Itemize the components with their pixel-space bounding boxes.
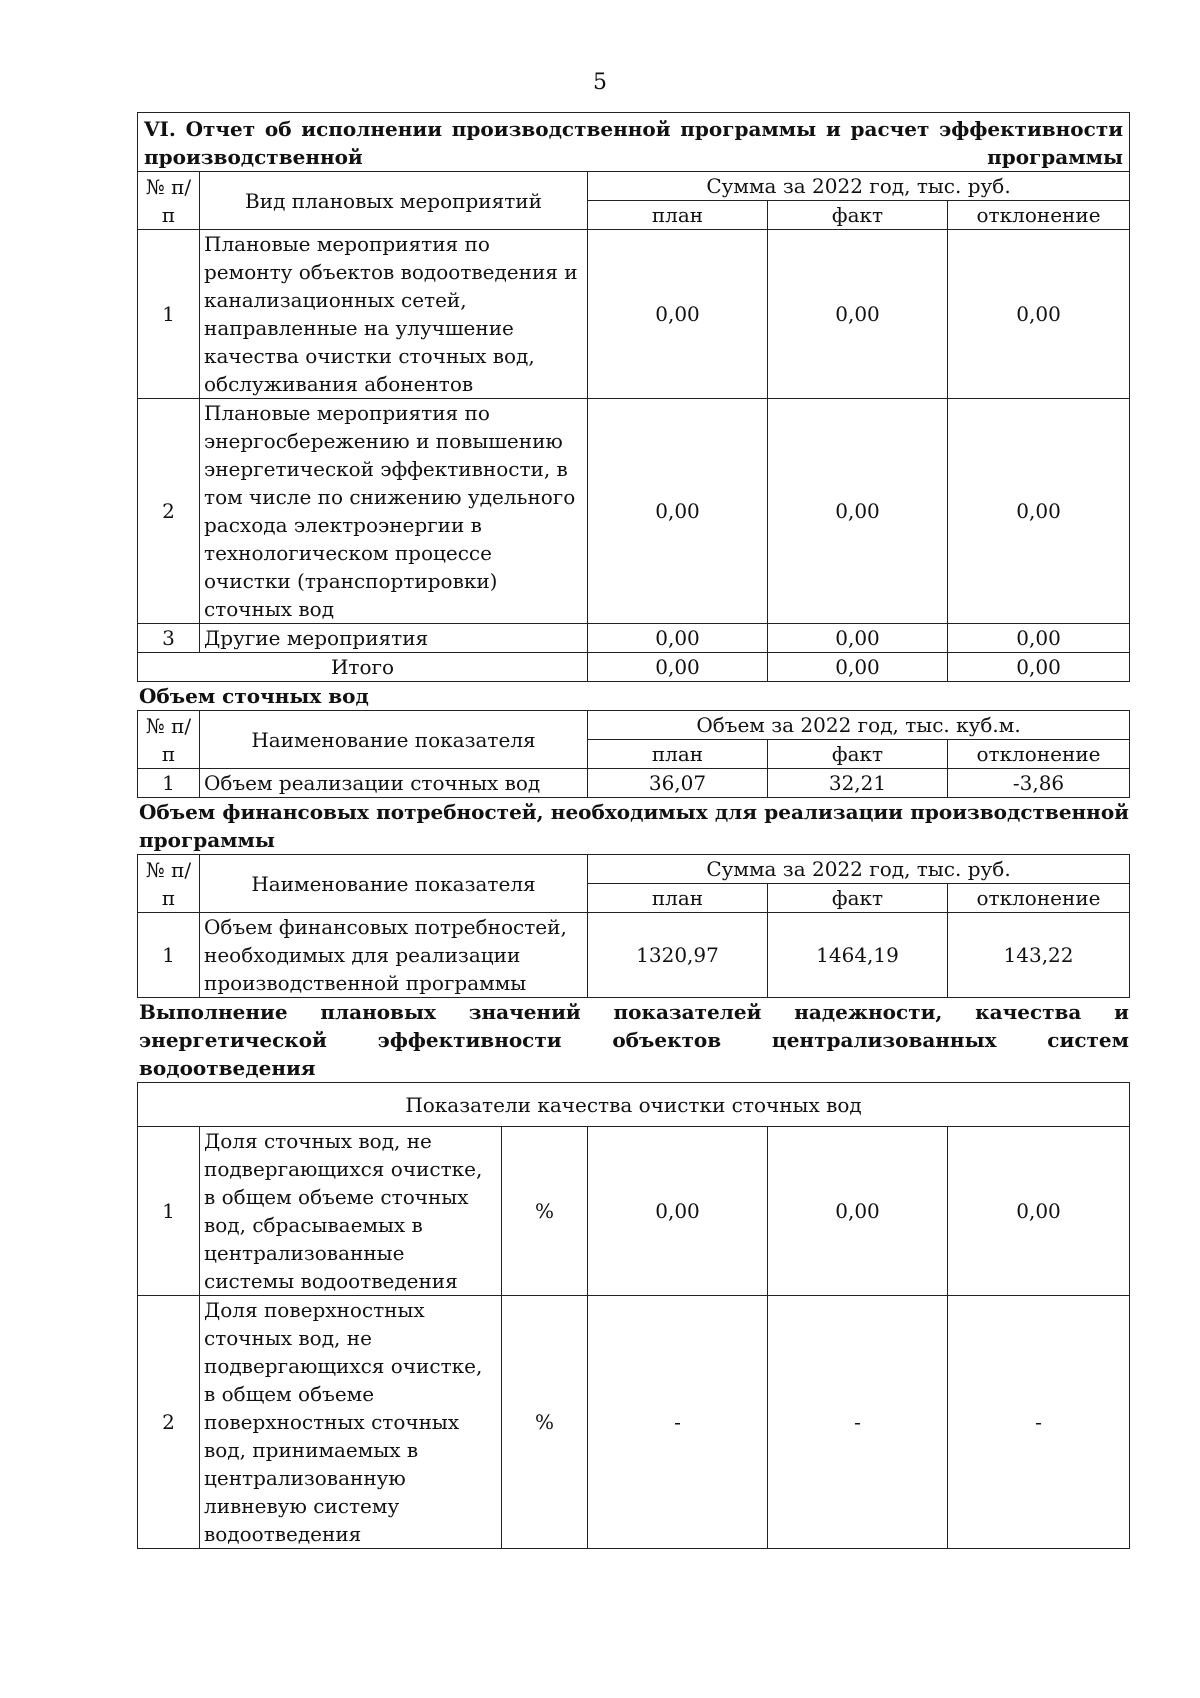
row-num: 2: [138, 1296, 200, 1549]
col-group-header: Объем за 2022 год, тыс. куб.м.: [588, 711, 1130, 740]
col-group-header: Сумма за 2022 год, тыс. руб.: [588, 855, 1130, 884]
row-dev: 0,00: [948, 399, 1130, 624]
col-name-header: Наименование показателя: [200, 711, 588, 769]
col-num-header: № п/п: [138, 711, 200, 769]
col-dev-header: отклонение: [948, 884, 1130, 913]
row-name: Плановые мероприятия по ремонту объектов водоотведения и канализационных сетей, направленные на улучшение качества очистки сточных вод, обслуживания абонентов: [200, 230, 588, 399]
table-row: [138, 399, 1130, 624]
table-row: [138, 624, 1130, 653]
row-num: 1: [138, 769, 200, 798]
col-num-header: № п/п: [138, 855, 200, 913]
col-fact-header: факт: [768, 884, 948, 913]
row-name: Другие мероприятия: [200, 624, 588, 653]
row-fact: -: [768, 1296, 948, 1549]
row-fact: 0,00: [768, 230, 948, 399]
row-plan: 1320,97: [588, 913, 768, 998]
col-fact-header: факт: [768, 201, 948, 230]
row-name: Плановые мероприятия по энергосбережению и повышению энергетической эффективности, в том числе по снижению удельного расхода электроэнергии в технологическом процессе очистки (транспортировки) сточных вод: [200, 399, 588, 624]
quality-table: [137, 1082, 1130, 1549]
row-dev: 0,00: [948, 230, 1130, 399]
row-plan: 0,00: [588, 624, 768, 653]
col-plan-header: план: [588, 740, 768, 769]
row-plan: 36,07: [588, 769, 768, 798]
quality-group-title: Показатели качества очистки сточных вод: [138, 1083, 1130, 1127]
row-num: 1: [138, 913, 200, 998]
row-dev: 143,22: [948, 913, 1130, 998]
col-name-header: Вид плановых мероприятий: [200, 172, 588, 230]
row-dev: -: [948, 1296, 1130, 1549]
col-dev-header: отклонение: [948, 201, 1130, 230]
row-plan: -: [588, 1296, 768, 1549]
row-num: 1: [138, 1127, 200, 1296]
finance-heading: Объем финансовых потребностей, необходимых для реализации производственной программы: [139, 800, 1129, 852]
row-dev: 0,00: [948, 1127, 1130, 1296]
wastewater-table: [137, 710, 1130, 798]
row-name: Объем реализации сточных вод: [200, 769, 588, 798]
col-fact-header: факт: [768, 740, 948, 769]
row-name: Объем финансовых потребностей, необходимых для реализации производственной программы: [200, 913, 588, 998]
total-plan: 0,00: [588, 653, 768, 682]
total-fact: 0,00: [768, 653, 948, 682]
total-row: [138, 653, 1130, 682]
table-row: [138, 1296, 1130, 1549]
row-fact: 0,00: [768, 624, 948, 653]
row-num: 3: [138, 624, 200, 653]
document-body: [137, 112, 1129, 1549]
row-num: 2: [138, 399, 200, 624]
col-name-header: Наименование показателя: [200, 855, 588, 913]
total-dev: 0,00: [948, 653, 1130, 682]
quality-heading: Выполнение плановых значений показателей надежности, качества и энергетической эффективности объектов централизованных систем водоотведения: [139, 1000, 1129, 1080]
row-name: Доля поверхностных сточных вод, не подвергающихся очистке, в общем объеме поверхностных сточных вод, принимаемых в централизованную ливневую систему водоотведения: [200, 1296, 502, 1549]
row-unit: %: [502, 1296, 588, 1549]
table-row: [138, 230, 1130, 399]
row-num: 1: [138, 230, 200, 399]
row-unit: %: [502, 1127, 588, 1296]
row-dev: -3,86: [948, 769, 1130, 798]
page-number: 5: [593, 70, 607, 95]
total-label: Итого: [138, 653, 588, 682]
table-row: [138, 1127, 1130, 1296]
row-plan: 0,00: [588, 1127, 768, 1296]
table-row: [138, 913, 1130, 998]
col-group-header: Сумма за 2022 год, тыс. руб.: [588, 172, 1130, 201]
wastewater-heading: Объем сточных вод: [139, 684, 369, 708]
table-row: [138, 769, 1130, 798]
finance-table: [137, 854, 1130, 998]
row-plan: 0,00: [588, 230, 768, 399]
row-fact: 0,00: [768, 1127, 948, 1296]
col-dev-header: отклонение: [948, 740, 1130, 769]
row-name: Доля сточных вод, не подвергающихся очистке, в общем объеме сточных вод, сбрасываемых в централизованные системы водоотведения: [200, 1127, 502, 1296]
col-plan-header: план: [588, 201, 768, 230]
row-plan: 0,00: [588, 399, 768, 624]
col-plan-header: план: [588, 884, 768, 913]
row-fact: 32,21: [768, 769, 948, 798]
row-fact: 0,00: [768, 399, 948, 624]
col-num-header: № п/п: [138, 172, 200, 230]
section-title: VI. Отчет об исполнении производственной программы и расчет эффективности производственной программы: [138, 113, 1130, 172]
production-program-table: [137, 112, 1130, 682]
row-fact: 1464,19: [768, 913, 948, 998]
row-dev: 0,00: [948, 624, 1130, 653]
